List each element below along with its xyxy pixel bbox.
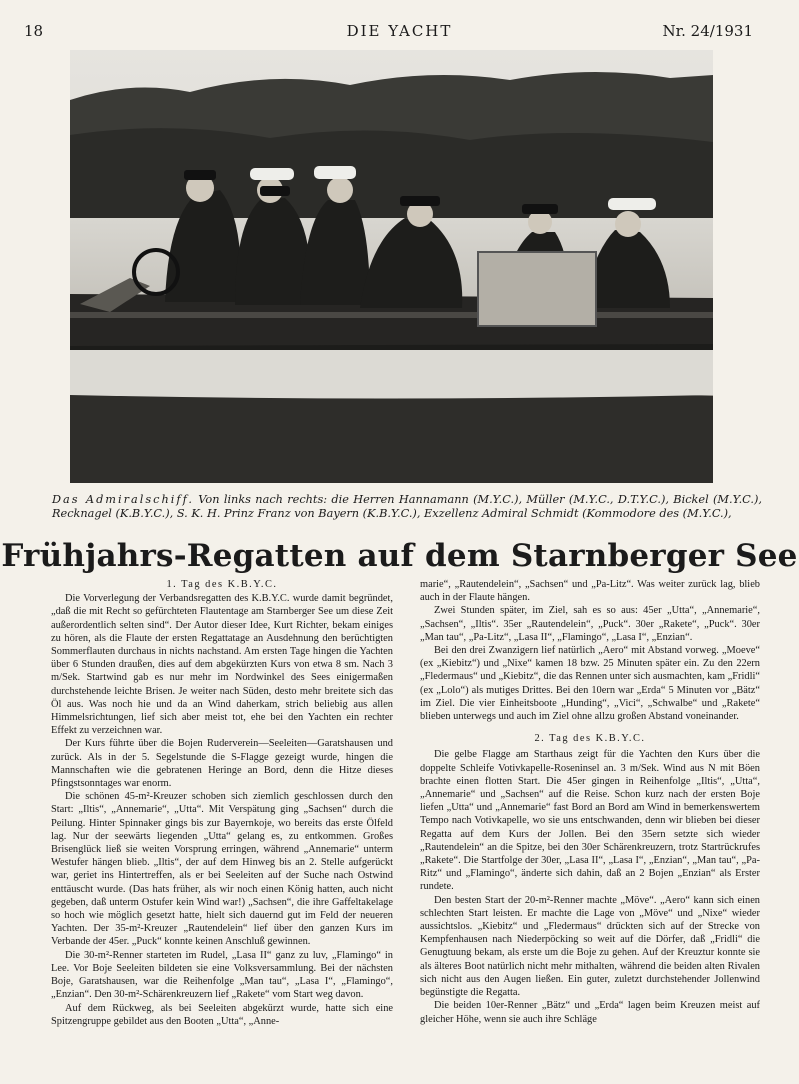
caption-text: Von links nach rechts: die Herren Hannamann (M.Y.C.), Müller (M.Y.C., D.T.Y.C.), Bickel (M.Y.C.), Recknagel (K.B.Y.C.), S. K. H. Prinz Franz von Bayern (K.B.Y.C.), Exzellenz Admiral Schmidt (Kommodore des (M.Y.C.), — [52, 493, 762, 520]
paragraph: Bei den drei Zwanzigern lief natürlich „Aero“ mit Abstand vorweg. „Moeve“ (ex „Kiebitz“) und „Nixe“ kamen 18 bzw. 25 Minuten später ein. Zu den 22ern „Fledermaus“ und „Kiebitz“, die das Rennen unter sich ausmachten, kam „Fridli“ (ex „Lolo“) als mutiges Drittes. Bei den 10ern war „Erda“ 5 Minuten vor „Bätz“ im Ziel. Die vier Einheitsboote „Hunding“, „Vici“, „Schwalbe“ und „Rakete“ blieben unterwegs und auch im Ziel ohne allzu großen Abstand voneinander. — [420, 645, 760, 723]
paragraph: Der Kurs führte über die Bojen Ruderverein—Seeleiten—Garatshausen und zurück. Als in der 5. Segelstunde die S-Flagge gezeigt wurde, hingen die Mannschaften wie die gebratenen Heringe an Bord, denn die Hitze dieses Pfingstsonntages war enorm. — [51, 738, 393, 790]
journal-title: DIE YACHT — [346, 22, 453, 40]
article-column-left — [51, 578, 393, 1028]
page-header — [0, 22, 799, 42]
photo-caption — [52, 493, 762, 521]
article-column-right — [420, 578, 760, 1026]
paragraph: Den besten Start der 20-m²-Renner machte „Möve“. „Aero“ kann sich einen schlechten Start leisten. Er machte die Lage von „Möve“ und „Nixe“ wieder aussichtslos. „Kiebitz“ und „Fledermaus“ drückten sich auf der Strecke von Kempfenhausen nach Niederpöcking so weit auf die Dörfer, daß „Fridli“ die Genugtuung bekam, als erste um die Boje zu gehen. Auf der Kreuztur konnte sie als älteres Boot natürlich nicht mehr mithalten, während die beiden alten Rivalen sich nicht aus den Augen ließen. Ein guter, zuletzt durchstehender Jollenwind begünstigte die Regatta. — [420, 894, 760, 999]
issue-number: Nr. 24/1931 — [662, 22, 753, 40]
paragraph: Die schönen 45-m²-Kreuzer schoben sich ziemlich geschlossen durch den Start: „Iltis“, „Annemarie“, „Utta“. Mit Verspätung ging „Sachsen“ durch die Peilung. Hinter Spinnaker gings bis zur Bayernkoje, wo bereits das erste Ölfeld lag. Nur der seewärts liegenden „Utta“ gelang es, zu entkommen. Großes Brisenglück ließ sie weiten Vorsprung erringen, während „Annemarie“ unterm Westufer hängen blieb. „Iltis“, der auf dem Hinweg bis an 2. Stelle aufgerückt war, geriet ins Hintertreffen, als er bei Seeleiten auf der Suche nach Ostwind enttäuscht wurde. (Das hats früher, als wir noch einen König hatten, auch nicht gegeben, daß unterm Ostufer kein Wind war!) „Sachsen“, die ihre Gaffeltakelage so hoch wie möglich gesetzt hatte, hielt sich dauernd gut im Feld der neueren Yachten. Der 35-m²-Kreuzer „Rautendelein“ lief über den ganzen Kurs im Verbande der 45er. „Puck“ konnte keinen Anschluß gewinnen. — [51, 791, 393, 948]
paragraph: Die 30-m²-Renner starteten im Rudel, „Lasa II“ ganz zu luv, „Flamingo“ in Lee. Vor Boje Seeleiten bildeten sie eine Volksversammlung. Bei der nächsten Boje, Garatshausen, war die Reihenfolge „Man tau“, „Lasa I“, „Flamingo“, „Enzian“. Den 30-m²-Schärenkreuzern lief „Rakete“ vom Start weg davon. — [51, 949, 393, 1001]
caption-lead: Das Admiralschiff. — [52, 493, 194, 506]
photo-illustration — [70, 50, 713, 483]
article-title: Frühjahrs-Regatten auf dem Starnberger See — [1, 538, 798, 574]
paragraph: Die beiden 10er-Renner „Bätz“ und „Erda“ lagen beim Kreuzen meist auf gleicher Höhe, wenn sie auch ihre Schläge — [420, 1000, 760, 1025]
photo-admiral-ship — [70, 50, 713, 483]
section-heading-day1: 1. Tag des K.B.Y.C. — [166, 579, 278, 590]
paragraph: marie“, „Rautendelein“, „Sachsen“ und „Pa-Litz“. Was weiter zurück lag, blieb auch in der Flaute hängen. — [420, 579, 760, 604]
page-number: 18 — [24, 22, 44, 40]
paragraph: Zwei Stunden später, im Ziel, sah es so aus: 45er „Utta“, „Annemarie“, „Sachsen“, „Iltis“. 35er „Rautendelein“, „Puck“. 30er „Rakete“, „Puck“. 30er „Man tau“, „Pa-Litz“, „Lasa II“, „Flamingo“, „Lasa I“, „Enzian“. — [420, 605, 760, 643]
paragraph: Auf dem Rückweg, als bei Seeleiten abgekürzt wurde, hatte sich eine Spitzengruppe gebildet aus den Booten „Utta“, „Anne- — [51, 1002, 393, 1027]
paragraph: Die gelbe Flagge am Starthaus zeigt für die Yachten den Kurs über die doppelte Schleife Votivkapelle-Roseninsel an. 3 m/Sek. Wind aus N mit Böen brachte einen flotten Start. Die 45er gingen in Reihenfolge „Iltis“, „Utta“, „Annemarie“ und „Sachsen“ auf die Reise. Schon kurz nach der ersten Boje liefen „Utta“ und „Annemarie“ fast Bord an Bord am Wind in bemerkenswertem Tempo nach Votivkapelle, wo sie uns entschwanden, denn wir blieben bei dieser Regatta auf dem Kurs der Jollen. Bei den 35ern setzte sich wieder „Rautendelein“ an die Spitze, bei den 30er Schärenkreuzern, trotz Startrückrufes „Rakete“. Die Startfolge der 30er, „Lasa II“, „Lasa I“, „Enzian“, „Man tau“, „Pa-Ritz“ und „Flamingo“, änderte sich dahin, daß an 2 Bojen „Enzian“ als Erster rundete. — [420, 749, 760, 893]
paragraph: Die Vorverlegung der Verbandsregatten des K.B.Y.C. wurde damit begründet, „daß die mit Recht so gefürchteten Flautentage am Starnberger See um diese Zeit außerordentlich selten sind“. Der Autor dieser Idee, Kurt Richter, bekam einiges zu hören, als die Flaute der ersten Regattatage an Ausdehnung den berüchtigten Sommerflauten durchaus in nichts nachstand. Am ersten Tage hingen die Yachten über 6 Stunden draußen, dies auf dem abgekürzten Kurs von etwa 8 sm. Nach 3 m/Sek. Startwind gab es nur mehr im Nordwinkel des Sees einigermaßen durchstehende leichte Brisen. Je weiter nach Süden, desto mehr breitete sich das Öl aus. Was noch hie und da an Wind daherkam, strich beliebig aus allen Himmelsrichtungen, lief sich aber meist tot, ehe bei den Yachten ein rechter Effekt zu verzeichnen war. — [51, 593, 393, 737]
section-heading-day2: 2. Tag des K.B.Y.C. — [534, 733, 646, 745]
